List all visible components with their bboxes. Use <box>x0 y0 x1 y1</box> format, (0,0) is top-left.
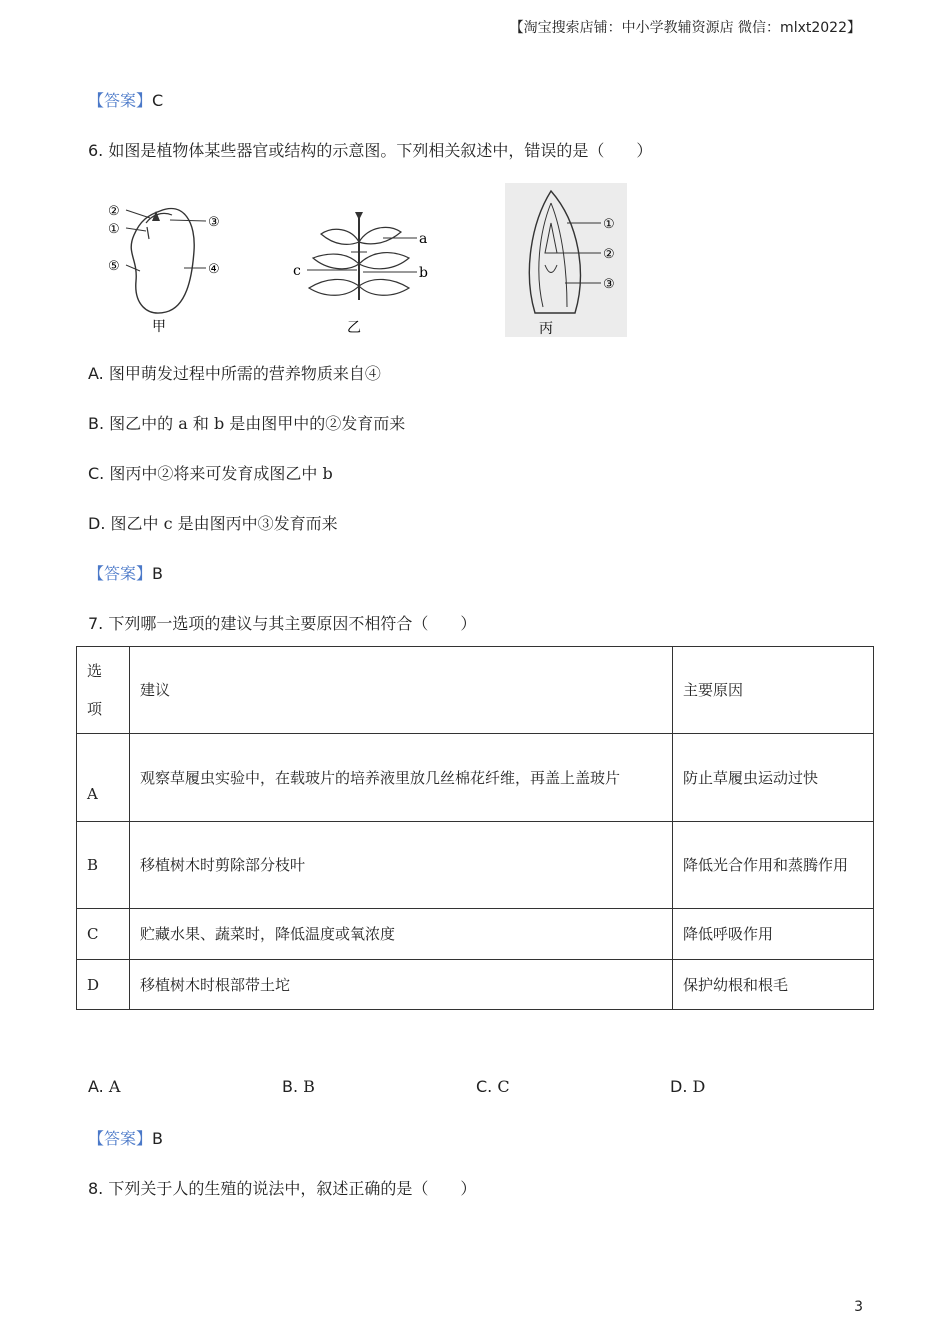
table-row <box>77 960 874 1010</box>
label-jia-5: ⑤ <box>108 259 120 274</box>
question-text: 下列关于人的生殖的说法中，叙述正确的是（ ） <box>108 1179 477 1198</box>
q6-stem <box>88 138 652 161</box>
option-letter: A. <box>88 1077 104 1096</box>
option-text: 图乙中的 a 和 b 是由图甲中的②发育而来 <box>109 414 406 433</box>
option-text: 图丙中②将来可发育成图乙中 b <box>109 464 333 483</box>
question-number: 8. <box>88 1179 104 1198</box>
label-bing-1: ① <box>603 217 615 232</box>
table-cell: C <box>77 909 130 960</box>
table-cell: 保护幼根和根毛 <box>673 960 874 1010</box>
option-letter: B. <box>88 414 105 433</box>
q6-option-c <box>88 461 333 484</box>
table-cell: 贮藏水果、蔬菜时，降低温度或氧浓度 <box>130 909 673 960</box>
option-letter: B. <box>282 1077 299 1096</box>
label-bing-3: ③ <box>603 277 615 292</box>
table-header-cell: 选 项 <box>77 647 130 734</box>
option-text: D <box>692 1077 706 1096</box>
table-cell: 观察草履虫实验中，在载玻片的培养液里放几丝棉花纤维，再盖上盖玻片 <box>130 734 673 822</box>
answer-value: B <box>152 1129 163 1148</box>
q8-stem <box>88 1176 476 1199</box>
caption-jia: 甲 <box>152 319 166 335</box>
table-cell: 降低呼吸作用 <box>673 909 874 960</box>
q7-answer <box>88 1126 163 1149</box>
option-text: 图甲萌发过程中所需的营养物质来自④ <box>108 364 381 383</box>
table-cell: A <box>77 734 130 822</box>
q7-table <box>76 646 874 1010</box>
page-number: 3 <box>854 1299 863 1315</box>
table-cell: 移植树木时根部带土坨 <box>130 960 673 1010</box>
answer-value: C <box>152 91 164 110</box>
q7-choice-b <box>282 1077 315 1096</box>
q5-answer <box>88 88 163 111</box>
option-text: 图乙中 c 是由图丙中③发育而来 <box>110 514 338 533</box>
option-letter: C. <box>88 464 105 483</box>
q7-choice-d <box>670 1077 705 1096</box>
q6-option-b <box>88 411 405 434</box>
question-number: 6. <box>88 141 104 160</box>
label-bing-2: ② <box>603 247 615 262</box>
figure-jia <box>100 193 240 338</box>
label-yi-c: c <box>293 263 301 279</box>
q6-option-a <box>88 361 381 384</box>
q7-choice-a <box>88 1077 120 1096</box>
table-header-cell: 建议 <box>130 647 673 734</box>
answer-tag: 【答案】 <box>88 564 153 583</box>
figure-yi <box>285 200 450 340</box>
option-letter: A. <box>88 364 104 383</box>
answer-value: B <box>152 564 163 583</box>
q7-choice-c <box>476 1077 510 1096</box>
label-jia-2: ② <box>108 204 120 219</box>
option-text: A <box>108 1077 121 1096</box>
label-yi-b: b <box>419 265 428 281</box>
question-text: 如图是植物体某些器官或结构的示意图。下列相关叙述中，错误的是（ ） <box>108 141 653 160</box>
option-letter: D. <box>670 1077 688 1096</box>
label-yi-a: a <box>419 231 428 247</box>
answer-tag: 【答案】 <box>88 91 153 110</box>
table-cell: 防止草履虫运动过快 <box>673 734 874 822</box>
answer-tag: 【答案】 <box>88 1129 153 1148</box>
option-letter: C. <box>476 1077 493 1096</box>
question-number: 7. <box>88 614 104 633</box>
table-header-row <box>77 647 874 734</box>
q6-option-d <box>88 511 338 534</box>
label-jia-3: ③ <box>208 215 220 230</box>
question-text: 下列哪一选项的建议与其主要原因不相符合（ ） <box>108 614 477 633</box>
table-row <box>77 822 874 909</box>
caption-bing: 丙 <box>539 321 553 337</box>
table-cell: 移植树木时剪除部分枝叶 <box>130 822 673 909</box>
q6-answer <box>88 561 163 584</box>
label-jia-1: ① <box>108 222 120 237</box>
table-header-cell: 主要原因 <box>673 647 874 734</box>
caption-yi: 乙 <box>347 320 361 336</box>
option-letter: D. <box>88 514 106 533</box>
table-row <box>77 909 874 960</box>
figure-bing <box>505 183 627 337</box>
table-row <box>77 734 874 822</box>
option-text: B <box>303 1077 315 1096</box>
q7-stem <box>88 611 476 634</box>
watermark-header: 【淘宝搜索店铺：中小学教辅资源店 微信：mlxt2022】 <box>509 20 861 36</box>
table-cell: 降低光合作用和蒸腾作用 <box>673 822 874 909</box>
table-cell: B <box>77 822 130 909</box>
option-text: C <box>497 1077 510 1096</box>
label-jia-4: ④ <box>208 262 220 277</box>
table-cell: D <box>77 960 130 1010</box>
